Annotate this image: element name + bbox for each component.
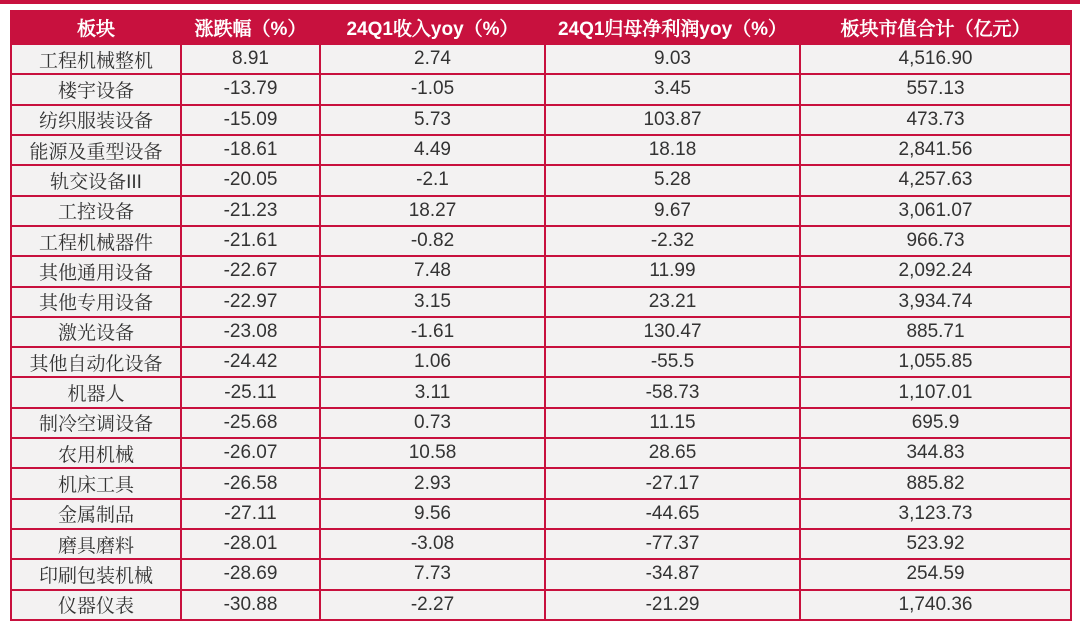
column-header-net-profit-yoy: 24Q1归母净利润yoy（%） [545, 11, 800, 44]
table-cell: 695.9 [800, 408, 1071, 438]
table-cell: -23.08 [181, 317, 320, 347]
table-cell: 3,123.73 [800, 499, 1071, 529]
table-cell: 0.73 [320, 408, 545, 438]
table-cell: 885.82 [800, 468, 1071, 498]
sector-performance-table-container [10, 10, 1072, 621]
table-cell: 仪器仪表 [11, 590, 181, 620]
table-row [11, 74, 1071, 104]
table-cell: 能源及重型设备 [11, 135, 181, 165]
table-cell: 9.67 [545, 196, 800, 226]
table-cell: 1.06 [320, 347, 545, 377]
table-cell: 激光设备 [11, 317, 181, 347]
table-header [11, 11, 1071, 44]
table-cell: 5.28 [545, 165, 800, 195]
table-row [11, 226, 1071, 256]
table-cell: 2.74 [320, 44, 545, 74]
table-cell: 7.73 [320, 559, 545, 589]
table-cell: -1.61 [320, 317, 545, 347]
table-cell: 4,516.90 [800, 44, 1071, 74]
table-row [11, 135, 1071, 165]
table-cell: 制冷空调设备 [11, 408, 181, 438]
table-cell: 10.58 [320, 438, 545, 468]
table-cell: -24.42 [181, 347, 320, 377]
table-cell: 2.93 [320, 468, 545, 498]
table-cell: 4.49 [320, 135, 545, 165]
table-cell: 1,107.01 [800, 377, 1071, 407]
table-row [11, 287, 1071, 317]
table-body [11, 44, 1071, 620]
table-row [11, 590, 1071, 620]
table-cell: -21.23 [181, 196, 320, 226]
table-cell: 2,841.56 [800, 135, 1071, 165]
table-cell: -21.29 [545, 590, 800, 620]
table-cell: 3,934.74 [800, 287, 1071, 317]
table-cell: 机床工具 [11, 468, 181, 498]
table-cell: 工控设备 [11, 196, 181, 226]
table-cell: 其他通用设备 [11, 256, 181, 286]
table-cell: 工程机械器件 [11, 226, 181, 256]
table-cell: 印刷包装机械 [11, 559, 181, 589]
table-cell: 11.15 [545, 408, 800, 438]
column-header-change-pct: 涨跌幅（%） [181, 11, 320, 44]
table-cell: 其他自动化设备 [11, 347, 181, 377]
table-cell: 885.71 [800, 317, 1071, 347]
table-cell: 工程机械整机 [11, 44, 181, 74]
table-cell: 3,061.07 [800, 196, 1071, 226]
table-cell: 机器人 [11, 377, 181, 407]
table-cell: 103.87 [545, 105, 800, 135]
table-row [11, 44, 1071, 74]
table-row [11, 468, 1071, 498]
table-cell: -1.05 [320, 74, 545, 104]
table-cell: 1,740.36 [800, 590, 1071, 620]
table-row [11, 317, 1071, 347]
table-cell: -22.97 [181, 287, 320, 317]
table-cell: -18.61 [181, 135, 320, 165]
table-cell: -13.79 [181, 74, 320, 104]
table-cell: 1,055.85 [800, 347, 1071, 377]
table-row [11, 559, 1071, 589]
table-cell: -55.5 [545, 347, 800, 377]
table-cell: -0.82 [320, 226, 545, 256]
table-cell: -44.65 [545, 499, 800, 529]
table-cell: -28.69 [181, 559, 320, 589]
table-cell: 纺织服装设备 [11, 105, 181, 135]
table-cell: 130.47 [545, 317, 800, 347]
table-cell: 2,092.24 [800, 256, 1071, 286]
table-cell: -28.01 [181, 529, 320, 559]
table-cell: 7.48 [320, 256, 545, 286]
table-cell: 农用机械 [11, 438, 181, 468]
table-cell: -22.67 [181, 256, 320, 286]
table-cell: 3.45 [545, 74, 800, 104]
table-cell: -27.11 [181, 499, 320, 529]
table-row [11, 438, 1071, 468]
table-cell: -15.09 [181, 105, 320, 135]
table-cell: 金属制品 [11, 499, 181, 529]
table-row [11, 529, 1071, 559]
column-header-sector: 板块 [11, 11, 181, 44]
table-cell: 344.83 [800, 438, 1071, 468]
table-cell: 11.99 [545, 256, 800, 286]
table-row [11, 408, 1071, 438]
table-cell: 966.73 [800, 226, 1071, 256]
table-cell: 其他专用设备 [11, 287, 181, 317]
table-cell: 轨交设备III [11, 165, 181, 195]
column-header-market-cap: 板块市值合计（亿元） [800, 11, 1071, 44]
table-cell: -27.17 [545, 468, 800, 498]
table-cell: -34.87 [545, 559, 800, 589]
table-row [11, 165, 1071, 195]
table-cell: 3.15 [320, 287, 545, 317]
table-cell: 18.27 [320, 196, 545, 226]
table-cell: 254.59 [800, 559, 1071, 589]
table-cell: -25.68 [181, 408, 320, 438]
table-row [11, 105, 1071, 135]
table-cell: 楼宇设备 [11, 74, 181, 104]
table-cell: -2.27 [320, 590, 545, 620]
table-cell: 557.13 [800, 74, 1071, 104]
table-cell: -77.37 [545, 529, 800, 559]
table-cell: 3.11 [320, 377, 545, 407]
table-cell: -3.08 [320, 529, 545, 559]
table-cell: 8.91 [181, 44, 320, 74]
table-row [11, 347, 1071, 377]
table-cell: -21.61 [181, 226, 320, 256]
table-row [11, 377, 1071, 407]
table-row [11, 256, 1071, 286]
table-cell: 9.56 [320, 499, 545, 529]
table-cell: 18.18 [545, 135, 800, 165]
table-cell: 23.21 [545, 287, 800, 317]
table-row [11, 196, 1071, 226]
table-cell: 磨具磨料 [11, 529, 181, 559]
cropped-content-strip [0, 0, 1080, 4]
table-cell: 4,257.63 [800, 165, 1071, 195]
table-cell: 523.92 [800, 529, 1071, 559]
table-cell: -20.05 [181, 165, 320, 195]
table-cell: 473.73 [800, 105, 1071, 135]
column-header-revenue-yoy: 24Q1收入yoy（%） [320, 11, 545, 44]
table-cell: -25.11 [181, 377, 320, 407]
table-cell: 5.73 [320, 105, 545, 135]
table-cell: -30.88 [181, 590, 320, 620]
header-row [11, 11, 1071, 44]
table-cell: -26.07 [181, 438, 320, 468]
table-cell: -2.32 [545, 226, 800, 256]
sector-performance-table [10, 10, 1072, 621]
table-row [11, 499, 1071, 529]
table-cell: -26.58 [181, 468, 320, 498]
table-cell: 9.03 [545, 44, 800, 74]
table-cell: -58.73 [545, 377, 800, 407]
table-cell: 28.65 [545, 438, 800, 468]
table-cell: -2.1 [320, 165, 545, 195]
